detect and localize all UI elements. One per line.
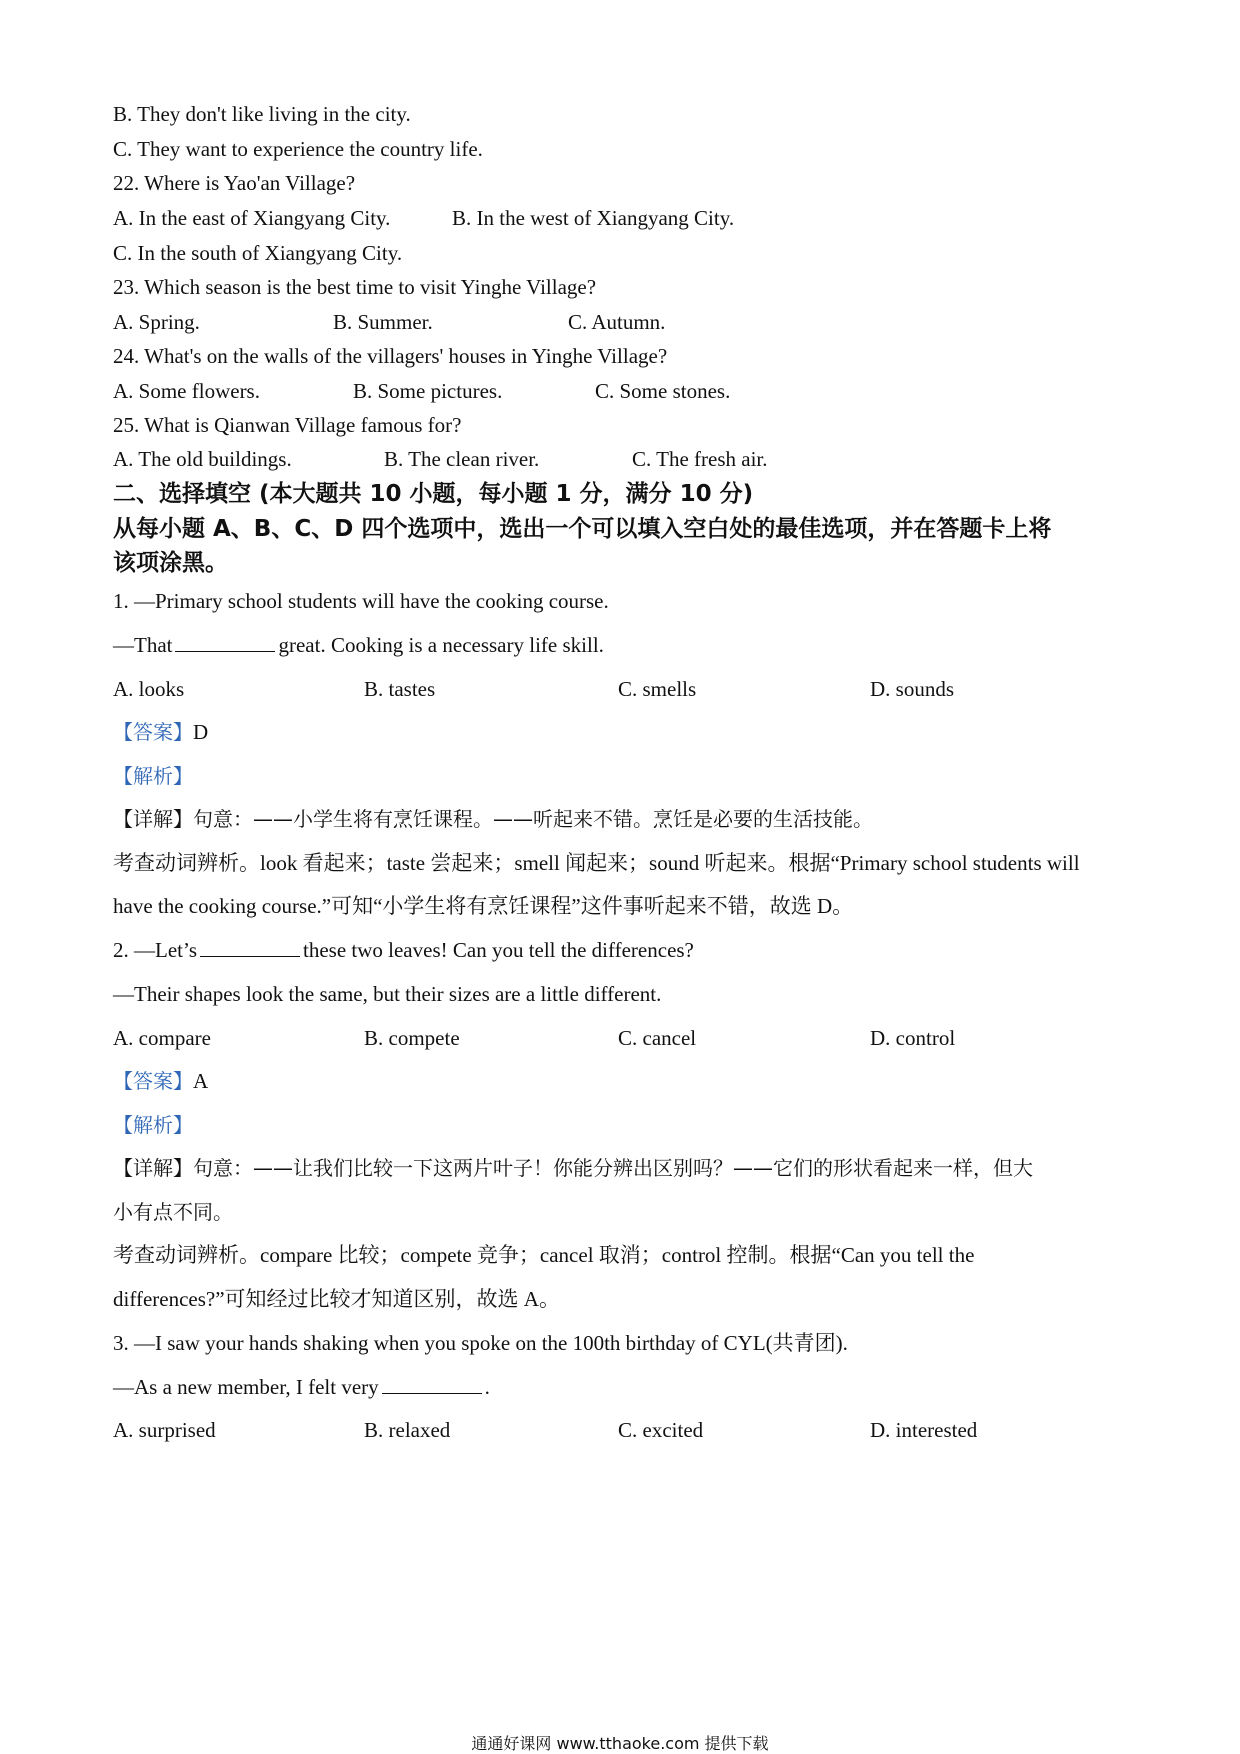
question-3-reply xyxy=(113,1374,490,1400)
analysis-tag-text: 【解析】 xyxy=(113,1113,193,1137)
analysis-tag xyxy=(113,1112,193,1138)
section-instruction: 从每小题 A、B、C、D 四个选项中，选出一个可以填入空白处的最佳选项，并在答题卡上将 xyxy=(113,516,1052,542)
option-c: C. smells xyxy=(618,677,697,701)
detail-line xyxy=(113,806,873,832)
detail-tag: 【详解】 xyxy=(113,1156,193,1180)
detail-line: 小有点不同。 xyxy=(113,1200,233,1224)
option-d: D. sounds xyxy=(870,677,955,701)
detail-line xyxy=(113,1155,1033,1181)
option-a: A. looks xyxy=(113,677,185,701)
option-d: D. control xyxy=(870,1026,956,1050)
answer-line xyxy=(113,1068,208,1094)
question-2 xyxy=(113,937,694,963)
analysis-tag-text: 【解析】 xyxy=(113,764,193,788)
detail-text: 句意：——小学生将有烹饪课程。——听起来不错。烹饪是必要的生活技能。 xyxy=(193,807,873,831)
reply-text: —As a new member, I felt very xyxy=(113,1375,379,1399)
question-text: 2. —Let’s xyxy=(113,938,197,962)
option-a: A. In the east of Xiangyang City. xyxy=(113,206,391,230)
option-a: A. compare xyxy=(113,1026,211,1050)
answer-blank xyxy=(382,1375,482,1394)
answer-tag: 【答案】 xyxy=(113,720,193,744)
option-b: B. tastes xyxy=(364,677,436,701)
option-line: C. They want to experience the country life. xyxy=(113,137,483,161)
question-1: 1. —Primary school students will have the cooking course. xyxy=(113,589,609,613)
answer-line xyxy=(113,719,208,745)
answer-value: A xyxy=(193,1069,209,1093)
option-b: B. Summer. xyxy=(333,310,433,334)
option-b: B. compete xyxy=(364,1026,460,1050)
explanation-line: 考查动词辨析。compare 比较；compete 竞争；cancel 取消；control 控制。根据“Can you tell the xyxy=(113,1243,975,1267)
answer-value: D xyxy=(193,720,209,744)
option-d: D. interested xyxy=(870,1418,978,1442)
section-instruction: 该项涂黑。 xyxy=(113,550,228,576)
option-a: A. The old buildings. xyxy=(113,447,292,471)
analysis-tag xyxy=(113,763,193,789)
explanation-line: have the cooking course.”可知“小学生将有烹饪课程”这件事听起来不错，故选 D。 xyxy=(113,894,854,918)
question-23: 23. Which season is the best time to visit Yinghe Village? xyxy=(113,275,597,299)
answer-blank xyxy=(200,938,300,957)
option-a: A. Spring. xyxy=(113,310,200,334)
option-b: B. relaxed xyxy=(364,1418,451,1442)
page-footer: 通通好课网 www.tthaoke.com 提供下载 xyxy=(471,1734,769,1753)
answer-tag: 【答案】 xyxy=(113,1069,193,1093)
option-c: C. Autumn. xyxy=(568,310,666,334)
explanation-line: 考查动词辨析。look 看起来；taste 尝起来；smell 闻起来；sound 听起来。根据“Primary school students will xyxy=(113,851,1080,875)
option-b: B. Some pictures. xyxy=(353,379,503,403)
question-22: 22. Where is Yao'an Village? xyxy=(113,171,356,195)
question-2-reply: —Their shapes look the same, but their sizes are a little different. xyxy=(113,982,662,1006)
detail-tag: 【详解】 xyxy=(113,807,193,831)
section-title: 二、选择填空 (本大题共 10 小题，每小题 1 分，满分 10 分) xyxy=(113,481,754,507)
question-25: 25. What is Qianwan Village famous for? xyxy=(113,413,462,437)
detail-text: 句意：——让我们比较一下这两片叶子！你能分辨出区别吗？——它们的形状看起来一样，但大 xyxy=(193,1156,1033,1180)
option-c: C. excited xyxy=(618,1418,704,1442)
option-c: C. The fresh air. xyxy=(632,447,768,471)
explanation-line: differences?”可知经过比较才知道区别，故选 A。 xyxy=(113,1287,560,1311)
option-c: C. In the south of Xiangyang City. xyxy=(113,241,403,265)
option-b: B. In the west of Xiangyang City. xyxy=(452,206,735,230)
option-line: B. They don't like living in the city. xyxy=(113,102,411,126)
reply-text: great. Cooking is a necessary life skill. xyxy=(278,633,604,657)
reply-text: . xyxy=(484,1375,490,1399)
option-a: A. surprised xyxy=(113,1418,216,1442)
question-text: these two leaves! Can you tell the differences? xyxy=(303,938,694,962)
question-3: 3. —I saw your hands shaking when you spoke on the 100th birthday of CYL(共青团). xyxy=(113,1331,848,1355)
answer-blank xyxy=(175,633,275,652)
option-c: C. cancel xyxy=(618,1026,697,1050)
reply-text: —That xyxy=(113,633,173,657)
question-1-reply xyxy=(113,632,604,658)
option-a: A. Some flowers. xyxy=(113,379,260,403)
option-b: B. The clean river. xyxy=(384,447,540,471)
question-24: 24. What's on the walls of the villagers' houses in Yinghe Village? xyxy=(113,344,668,368)
option-c: C. Some stones. xyxy=(595,379,731,403)
